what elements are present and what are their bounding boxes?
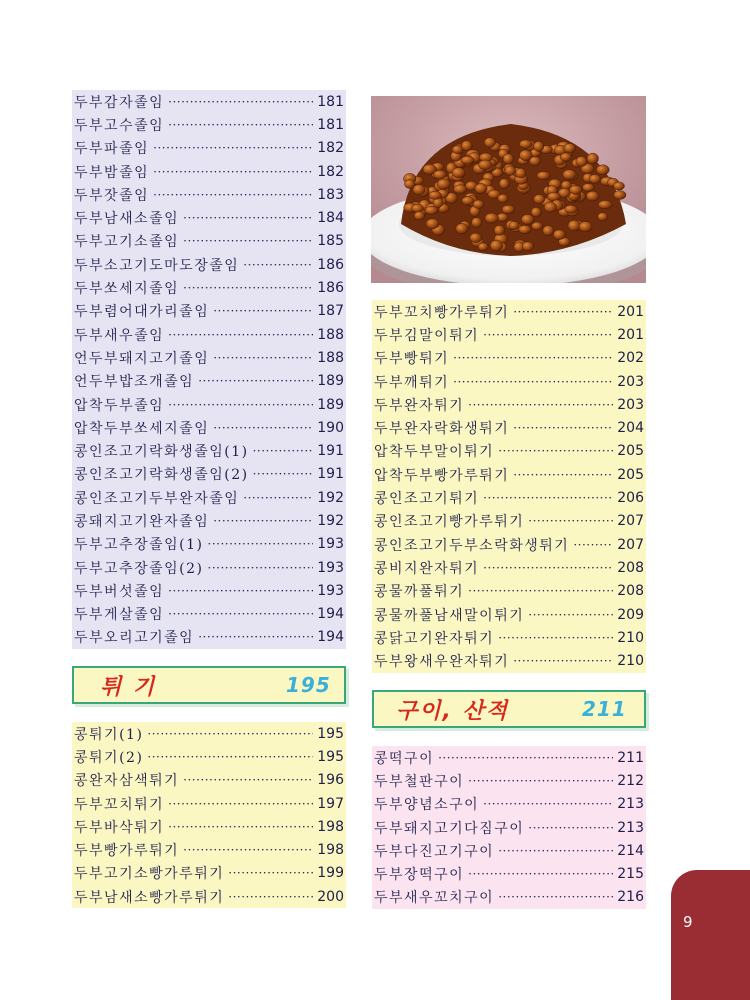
toc-entry-title: 두부바삭튀기: [74, 819, 165, 836]
dot-leader: [183, 843, 313, 857]
toc-entry: [372, 510, 646, 533]
dot-leader: [153, 141, 313, 155]
dot-leader: [468, 398, 613, 412]
toc-entry: [72, 90, 346, 113]
toc-entry-page: 181: [317, 116, 344, 133]
toc-entry: [372, 440, 646, 463]
toc-entry: [372, 393, 646, 416]
toc-entry-page: 198: [317, 842, 344, 859]
dot-leader: [198, 374, 313, 388]
toc-entry-page: 189: [317, 396, 344, 413]
dot-leader: [168, 820, 313, 834]
toc-entry: [72, 463, 346, 486]
dot-leader: [573, 538, 613, 552]
toc-entry-page: 216: [617, 889, 644, 906]
dot-leader: [228, 890, 313, 904]
toc-entry-page: 185: [317, 233, 344, 250]
toc-entry: [72, 276, 346, 299]
toc-entry: [72, 346, 346, 369]
toc-entry-page: 202: [617, 350, 644, 367]
toc-entry-title: 두부잣졸임: [74, 187, 150, 204]
toc-entry: [372, 862, 646, 885]
toc-entry: [372, 793, 646, 816]
toc-entry-title: 두부밤졸임: [74, 164, 150, 181]
toc-entry-page: 192: [317, 489, 344, 506]
toc-entry: [372, 626, 646, 649]
toc-entry: [372, 463, 646, 486]
dot-leader: [213, 351, 313, 365]
section-page: 211: [582, 697, 627, 721]
toc-entry-page: 182: [317, 163, 344, 180]
toc-entry-title: 두부오리고기졸임: [74, 630, 195, 647]
toc-entry-title: 압착두부쏘세지졸임: [74, 420, 210, 437]
toc-entry-title: 두부빵가루튀기: [74, 843, 180, 860]
toc-entry-page: 199: [317, 865, 344, 882]
dot-leader: [213, 421, 313, 435]
toc-entry: [72, 300, 346, 323]
toc-entry-title: 콩튀기(2): [74, 749, 144, 766]
toc-entry-page: 207: [617, 536, 644, 553]
toc-entry-title: 두부돼지고기다짐구이: [374, 820, 525, 837]
toc-entry-page: 201: [617, 303, 644, 320]
toc-entry-page: 208: [617, 583, 644, 600]
toc-entry-page: 214: [617, 842, 644, 859]
toc-entry-page: 186: [317, 280, 344, 297]
dot-leader: [483, 561, 613, 575]
dot-leader: [498, 444, 613, 458]
toc-entry: [72, 626, 346, 649]
toc-entry: [72, 439, 346, 462]
toc-entry-page: 182: [317, 140, 344, 157]
dot-leader: [468, 774, 613, 788]
dot-leader: [243, 491, 313, 505]
toc-entry-page: 211: [617, 749, 644, 766]
dot-leader: [208, 537, 314, 551]
toc-entry: [372, 580, 646, 603]
toc-entry: [72, 533, 346, 556]
toc-entry-title: 두부쏘세지졸임: [74, 281, 180, 298]
toc-entry-title: 두부렴어대가리졸임: [74, 304, 210, 321]
toc-entry-title: 콩물까풀남새말이튀기: [374, 607, 525, 624]
toc-entry: [72, 792, 346, 815]
toc-entry-page: 201: [617, 326, 644, 343]
dot-leader: [168, 607, 313, 621]
dot-leader: [253, 444, 314, 458]
toc-entry-page: 210: [617, 653, 644, 670]
dot-leader: [513, 468, 613, 482]
right-top-list: [372, 300, 646, 673]
toc-entry-title: 두부양념소구이: [374, 797, 480, 814]
toc-entry-page: 191: [317, 443, 344, 460]
toc-entry-page: 192: [317, 512, 344, 529]
dot-leader: [253, 467, 314, 481]
toc-entry-title: 콩돼지고기완자졸임: [74, 513, 210, 530]
section-title: 튀 기: [100, 674, 157, 700]
toc-entry-page: 209: [617, 606, 644, 623]
toc-entry-title: 콩인조고기락화생졸임(2): [74, 467, 249, 484]
toc-entry-page: 210: [617, 629, 644, 646]
dot-leader: [528, 608, 613, 622]
toc-entry-title: 두부새우꼬치구이: [374, 890, 495, 907]
toc-entry-title: 두부남새소졸임: [74, 211, 180, 228]
dot-leader: [528, 514, 613, 528]
toc-entry-page: 183: [317, 186, 344, 203]
toc-entry: [372, 886, 646, 909]
toc-entry-title: 두부김말이튀기: [374, 327, 480, 344]
dot-leader: [228, 866, 313, 880]
toc-entry-page: 203: [617, 373, 644, 390]
toc-entry-page: 191: [317, 466, 344, 483]
toc-entry: [72, 137, 346, 160]
toc-entry-title: 콩인조고기두부완자졸임: [74, 490, 240, 507]
toc-entry: [72, 509, 346, 532]
toc-entry-page: 200: [317, 888, 344, 905]
toc-entry-title: 두부고추장졸임(1): [74, 537, 204, 554]
toc-entry-title: 콩완자삼색튀기: [74, 773, 180, 790]
toc-entry: [372, 649, 646, 672]
dot-leader: [513, 421, 613, 435]
toc-entry-page: 189: [317, 373, 344, 390]
dot-leader: [243, 258, 313, 272]
section-title: 구이, 산적: [396, 698, 510, 724]
dot-leader: [483, 491, 613, 505]
dot-leader: [468, 867, 613, 881]
toc-entry-page: 205: [617, 443, 644, 460]
toc-entry-page: 187: [317, 303, 344, 320]
section-heading-fry: [72, 666, 346, 704]
toc-entry-page: 213: [617, 796, 644, 813]
toc-entry-title: 두부고기소빵가루튀기: [74, 866, 225, 883]
toc-entry-page: 196: [317, 772, 344, 789]
dot-leader: [438, 751, 613, 765]
toc-entry-title: 두부파졸임: [74, 141, 150, 158]
dot-leader: [498, 631, 613, 645]
toc-entry: [372, 533, 646, 556]
toc-entry-title: 두부장떡구이: [374, 867, 465, 884]
toc-entry-page: 194: [317, 606, 344, 623]
toc-entry: [72, 160, 346, 183]
toc-entry: [72, 486, 346, 509]
toc-entry: [72, 579, 346, 602]
toc-entry-page: 212: [617, 772, 644, 789]
dot-leader: [468, 584, 613, 598]
toc-entry-page: 186: [317, 256, 344, 273]
toc-entry-page: 195: [317, 725, 344, 742]
toc-entry: [72, 722, 346, 745]
toc-entry-title: 두부남새소빵가루튀기: [74, 889, 225, 906]
dot-leader: [168, 584, 313, 598]
toc-entry-title: 두부완자락화생튀기: [374, 421, 510, 438]
left-bottom-list: [72, 722, 346, 908]
toc-entry-title: 두부완자튀기: [374, 397, 465, 414]
toc-entry: [72, 885, 346, 908]
toc-entry-title: 두부다진고기구이: [374, 843, 495, 860]
dot-leader: [183, 234, 313, 248]
toc-entry-title: 두부새우졸임: [74, 327, 165, 344]
toc-entry: [72, 862, 346, 885]
toc-entry-title: 두부왕새우완자튀기: [374, 654, 510, 671]
page-tab: [671, 870, 750, 1000]
dot-leader: [208, 561, 314, 575]
toc-entry: [372, 300, 646, 323]
toc-entry-page: 188: [317, 349, 344, 366]
dot-leader: [453, 351, 613, 365]
toc-entry-page: 193: [317, 536, 344, 553]
toc-entry-title: 두부버섯졸임: [74, 583, 165, 600]
toc-entry: [72, 183, 346, 206]
toc-entry-title: 압착두부빵가루튀기: [374, 467, 510, 484]
dot-leader: [198, 630, 313, 644]
dot-leader: [513, 654, 613, 668]
dot-leader: [528, 821, 613, 835]
toc-entry: [72, 206, 346, 229]
toc-entry: [372, 347, 646, 370]
toc-entry: [72, 556, 346, 579]
dot-leader: [168, 118, 313, 132]
toc-entry: [372, 746, 646, 769]
toc-entry-title: 콩인조고기빵가루튀기: [374, 514, 525, 531]
dot-leader: [168, 797, 313, 811]
toc-entry: [372, 323, 646, 346]
toc-entry: [372, 370, 646, 393]
toc-entry-page: 207: [617, 513, 644, 530]
toc-entry-title: 두부게살졸임: [74, 607, 165, 624]
toc-entry-page: 181: [317, 93, 344, 110]
dot-leader: [147, 727, 313, 741]
toc-entry-title: 콩인조고기튀기: [374, 491, 480, 508]
toc-entry-title: 콩떡구이: [374, 750, 435, 767]
toc-entry-title: 두부고추장졸임(2): [74, 560, 204, 577]
toc-entry-title: 두부꼬치빵가루튀기: [374, 304, 510, 321]
toc-entry: [72, 745, 346, 768]
toc-entry-page: 206: [617, 490, 644, 507]
right-bottom-list: [372, 746, 646, 909]
toc-entry-page: 190: [317, 419, 344, 436]
toc-entry-page: 213: [617, 819, 644, 836]
dot-leader: [453, 375, 613, 389]
toc-entry-page: 203: [617, 396, 644, 413]
toc-entry-title: 콩비지완자튀기: [374, 560, 480, 577]
toc-entry-page: 195: [317, 748, 344, 765]
dot-leader: [168, 398, 313, 412]
dot-leader: [168, 95, 313, 109]
left-top-list: [72, 90, 346, 649]
toc-entry-title: 두부깨튀기: [374, 374, 450, 391]
toc-entry: [372, 486, 646, 509]
dot-leader: [483, 328, 613, 342]
food-image: [371, 96, 646, 283]
toc-entry: [72, 838, 346, 861]
toc-entry-title: 두부철판구이: [374, 773, 465, 790]
dot-leader: [147, 750, 313, 764]
section-heading-grill: [372, 690, 646, 728]
page-number: 9: [683, 913, 693, 931]
toc-entry-title: 콩물까풀튀기: [374, 584, 465, 601]
toc-entry-page: 184: [317, 210, 344, 227]
toc-entry-page: 197: [317, 795, 344, 812]
toc-entry-title: 두부고기소졸임: [74, 234, 180, 251]
dot-leader: [153, 165, 313, 179]
toc-entry: [372, 416, 646, 439]
toc-entry: [372, 603, 646, 626]
toc-entry-title: 두부감자졸임: [74, 94, 165, 111]
dot-leader: [183, 773, 313, 787]
dot-leader: [183, 211, 313, 225]
toc-entry-title: 콩인조고기락화생졸임(1): [74, 444, 249, 461]
toc-entry-page: 204: [617, 420, 644, 437]
toc-entry: [72, 769, 346, 792]
toc-entry-title: 두부소고기도마도장졸임: [74, 257, 240, 274]
toc-entry-title: 압착두부졸임: [74, 397, 165, 414]
dot-leader: [498, 890, 613, 904]
toc-entry: [72, 416, 346, 439]
toc-entry: [72, 230, 346, 253]
toc-entry-title: 두부빵튀기: [374, 351, 450, 368]
dot-leader: [213, 304, 313, 318]
dot-leader: [483, 797, 613, 811]
dot-leader: [498, 844, 613, 858]
dot-leader: [168, 328, 313, 342]
toc-entry: [372, 556, 646, 579]
toc-entry: [372, 769, 646, 792]
toc-entry-page: 205: [617, 466, 644, 483]
toc-entry: [72, 113, 346, 136]
toc-entry-title: 언두부돼지고기졸임: [74, 350, 210, 367]
toc-entry: [72, 323, 346, 346]
toc-entry-page: 194: [317, 629, 344, 646]
dot-leader: [213, 514, 313, 528]
dot-leader: [183, 281, 313, 295]
toc-entry-title: 콩인조고기두부소락화생튀기: [374, 537, 570, 554]
toc-entry: [72, 603, 346, 626]
toc-entry-page: 208: [617, 559, 644, 576]
section-page: 195: [286, 673, 331, 697]
fried-beans-photo: [371, 96, 646, 283]
toc-entry-title: 압착두부말이튀기: [374, 444, 495, 461]
toc-entry-page: 188: [317, 326, 344, 343]
toc-entry-page: 198: [317, 818, 344, 835]
toc-entry: [372, 816, 646, 839]
toc-entry: [372, 839, 646, 862]
toc-entry: [72, 253, 346, 276]
toc-entry-page: 193: [317, 559, 344, 576]
toc-entry-title: 콩닭고기완자튀기: [374, 630, 495, 647]
toc-entry-page: 193: [317, 582, 344, 599]
toc-entry-title: 두부꼬치튀기: [74, 796, 165, 813]
dot-leader: [153, 188, 313, 202]
toc-entry-title: 두부고수졸임: [74, 117, 165, 134]
toc-entry-title: 콩튀기(1): [74, 726, 144, 743]
dot-leader: [513, 305, 613, 319]
toc-entry-page: 215: [617, 866, 644, 883]
toc-entry: [72, 370, 346, 393]
toc-entry-title: 언두부밥조개졸임: [74, 374, 195, 391]
toc-entry: [72, 393, 346, 416]
toc-entry: [72, 815, 346, 838]
